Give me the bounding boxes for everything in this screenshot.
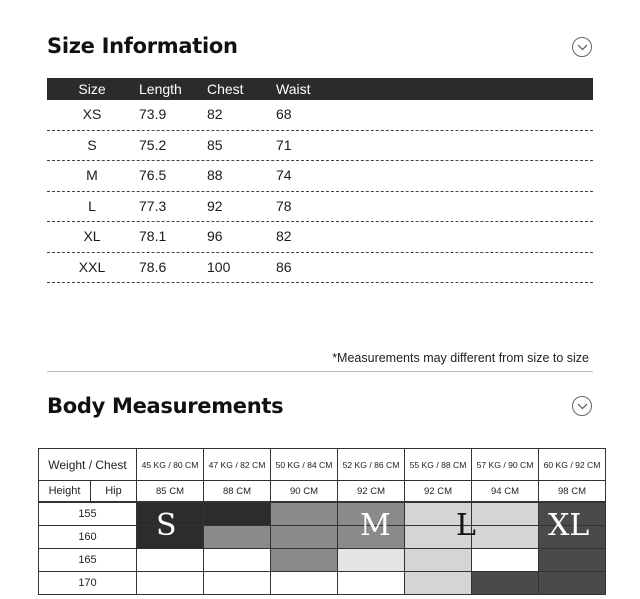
weight-chest-cell: 57 KG / 90 CM (471, 448, 539, 481)
grid-cell (337, 571, 405, 595)
height-cell: 155 (38, 502, 137, 526)
size-label-m: M (360, 508, 391, 543)
hip-cell: 94 CM (471, 480, 539, 502)
table-row (47, 192, 593, 223)
weight-chest-cell: 45 KG / 80 CM (136, 448, 204, 481)
weight-chest-cell: 60 KG / 92 CM (538, 448, 606, 481)
cell-waist: 68 (276, 106, 292, 122)
grid-cell (471, 571, 539, 595)
weight-chest-label: Weight / Chest (38, 448, 137, 481)
cell-size: XS (82, 106, 102, 122)
grid-cell (203, 525, 271, 549)
grid-cell (136, 548, 204, 572)
size-label-l: L (456, 508, 476, 543)
grid-cell (538, 548, 606, 572)
weight-chest-cell: 52 KG / 86 CM (337, 448, 405, 481)
cell-chest: 82 (207, 106, 223, 122)
cell-chest: 100 (207, 258, 231, 275)
col-waist: Waist (276, 81, 311, 97)
grid-cell (270, 502, 338, 526)
cell-length: 73.9 (139, 106, 167, 122)
cell-size: L (88, 197, 96, 214)
table-row (47, 100, 593, 131)
grid-cell (270, 548, 338, 572)
weight-chest-cell: 50 KG / 84 CM (270, 448, 338, 481)
cell-size: XL (83, 228, 101, 244)
col-length: Length (139, 81, 182, 97)
weight-chest-cell: 47 KG / 82 CM (203, 448, 271, 481)
cell-chest: 96 (207, 228, 223, 244)
cell-chest: 92 (207, 197, 223, 214)
divider (47, 371, 593, 372)
grid-cell (538, 571, 606, 595)
chevron-down-icon[interactable] (572, 37, 592, 57)
table-row (47, 222, 593, 253)
grid-cell (471, 548, 539, 572)
cell-waist: 82 (276, 228, 292, 244)
hip-cell: 88 CM (203, 480, 271, 502)
measurement-note: *Measurements may different from size to size (332, 351, 589, 365)
size-table (47, 78, 593, 283)
grid-cell (136, 571, 204, 595)
hip-cell: 90 CM (270, 480, 338, 502)
hip-cell: 92 CM (404, 480, 472, 502)
chevron-down-icon[interactable] (572, 396, 592, 416)
cell-chest: 88 (207, 167, 223, 183)
body-measurements-title: Body Measurements (47, 394, 284, 418)
cell-length: 75.2 (139, 136, 167, 153)
table-row (47, 253, 593, 284)
size-label-s: S (156, 508, 177, 543)
table-row (47, 131, 593, 162)
grid-cell (270, 525, 338, 549)
cell-waist: 71 (276, 136, 292, 153)
hip-label: Hip (90, 480, 137, 502)
cell-size: S (87, 136, 97, 153)
grid-cell (270, 571, 338, 595)
cell-size: M (86, 167, 98, 183)
cell-length: 78.6 (139, 258, 167, 275)
hip-cell: 98 CM (538, 480, 606, 502)
grid-cell (203, 571, 271, 595)
grid-cell (203, 548, 271, 572)
body-measurement-grid (38, 448, 604, 594)
cell-length: 77.3 (139, 197, 167, 214)
grid-cell (203, 502, 271, 526)
cell-length: 76.5 (139, 167, 167, 183)
height-cell: 165 (38, 548, 137, 572)
hip-cell: 85 CM (136, 480, 204, 502)
cell-length: 78.1 (139, 228, 167, 244)
grid-cell (404, 571, 472, 595)
size-table-header (47, 78, 593, 100)
height-cell: 170 (38, 571, 137, 595)
grid-cell (337, 548, 405, 572)
height-cell: 160 (38, 525, 137, 549)
cell-waist: 74 (276, 167, 292, 183)
cell-waist: 78 (276, 197, 292, 214)
col-chest: Chest (207, 81, 244, 97)
weight-chest-cell: 55 KG / 88 CM (404, 448, 472, 481)
height-label: Height (38, 480, 91, 502)
col-size: Size (78, 81, 106, 97)
hip-cell: 92 CM (337, 480, 405, 502)
size-label-xl: XL (548, 508, 590, 543)
grid-cell (404, 548, 472, 572)
cell-waist: 86 (276, 258, 292, 275)
cell-chest: 85 (207, 136, 223, 153)
grid-cell (471, 525, 539, 549)
cell-size: XXL (78, 258, 106, 275)
grid-cell (471, 502, 539, 526)
size-info-title: Size Information (47, 34, 238, 58)
table-row (47, 161, 593, 192)
